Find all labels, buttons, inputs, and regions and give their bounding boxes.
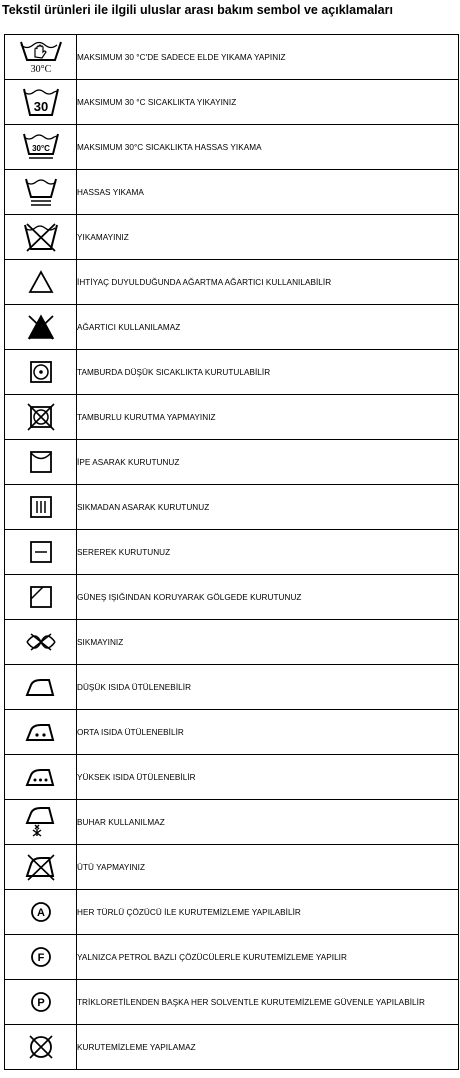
table-row: [5, 80, 459, 125]
solvent-letter: F: [37, 952, 44, 964]
table-row: [5, 395, 459, 440]
tumble-dry-low-icon: [27, 358, 55, 386]
temperature-label: 30: [33, 99, 48, 114]
table-row: [5, 305, 459, 350]
solvent-letter: A: [36, 907, 45, 919]
do-not-wring-icon: [23, 631, 59, 653]
iron-low-icon: [23, 675, 59, 699]
do-not-bleach-icon: [25, 312, 57, 342]
row-description: BUHAR KULLANILMAZ: [77, 800, 459, 845]
row-description: SEREREK KURUTUNUZ: [77, 530, 459, 575]
line-dry-icon: [27, 448, 55, 476]
row-description: MAKSIMUM 30 °C SICAKLIKTA YIKAYINIZ: [77, 80, 459, 125]
row-description: YIKAMAYINIZ: [77, 215, 459, 260]
dry-clean-petroleum-icon: [28, 944, 54, 970]
solvent-letter: P: [36, 997, 45, 1009]
do-not-wash-icon: [22, 221, 60, 253]
row-description: ORTA ISIDA ÜTÜLENEBİLİR: [77, 710, 459, 755]
row-description: MAKSIMUM 30 °C'DE SADECE ELDE YIKAMA YAPINIZ: [77, 35, 459, 80]
dry-clean-perchlor-icon: [28, 989, 54, 1015]
row-description: AĞARTICI KULLANILAMAZ: [77, 305, 459, 350]
row-description: GÜNEŞ IŞIĞINDAN KORUYARAK GÖLGEDE KURUTUNUZ: [77, 575, 459, 620]
table-row: [5, 845, 459, 890]
table-row: [5, 935, 459, 980]
dry-in-shade-icon: [27, 583, 55, 611]
row-description: YALNIZCA PETROL BAZLI ÇÖZÜCÜLERLE KURUTEMİZLEME YAPILIR: [77, 935, 459, 980]
table-row: [5, 800, 459, 845]
temperature-label: 30°C: [30, 64, 51, 75]
delicate-wash-icon: [23, 175, 59, 209]
bleach-allowed-icon: [26, 268, 56, 296]
iron-high-icon: [23, 765, 59, 789]
row-description: MAKSIMUM 30°C SICAKLIKTA HASSAS YIKAMA: [77, 125, 459, 170]
wash-30-icon: [21, 85, 61, 119]
table-row: [5, 620, 459, 665]
row-description: SIKMADAN ASARAK KURUTUNUZ: [77, 485, 459, 530]
iron-medium-icon: [23, 720, 59, 744]
table-row: [5, 980, 459, 1025]
do-not-dry-clean-icon: [26, 1032, 56, 1062]
dry-clean-any-solvent-icon: [28, 899, 54, 925]
drip-dry-icon: [27, 493, 55, 521]
table-row: [5, 260, 459, 305]
row-description: SIKMAYINIZ: [77, 620, 459, 665]
do-not-tumble-dry-icon: [26, 402, 56, 432]
table-row: [5, 755, 459, 800]
row-description: HER TÜRLÜ ÇÖZÜCÜ İLE KURUTEMİZLEME YAPILABİLİR: [77, 890, 459, 935]
row-description: İHTİYAÇ DUYULDUĞUNDA AĞARTMA AĞARTICI KULLANILABİLİR: [77, 260, 459, 305]
row-description: ÜTÜ YAPMAYINIZ: [77, 845, 459, 890]
row-description: DÜŞÜK ISIDA ÜTÜLENEBİLİR: [77, 665, 459, 710]
row-description: KURUTEMİZLEME YAPILAMAZ: [77, 1025, 459, 1070]
gentle-wash-30-icon: [21, 130, 61, 164]
row-description: TRİKLORETİLENDEN BAŞKA HER SOLVENTLE KURUTEMİZLEME GÜVENLE YAPILABİLİR: [77, 980, 459, 1025]
table-row: [5, 35, 459, 80]
row-description: YÜKSEK ISIDA ÜTÜLENEBİLİR: [77, 755, 459, 800]
hand-wash-30-icon: [17, 38, 65, 76]
table-row: [5, 125, 459, 170]
table-row: [5, 575, 459, 620]
no-steam-icon: [23, 805, 59, 839]
row-description: İPE ASARAK KURUTUNUZ: [77, 440, 459, 485]
table-row: [5, 710, 459, 755]
table-row: [5, 665, 459, 710]
row-description: TAMBURLU KURUTMA YAPMAYINIZ: [77, 395, 459, 440]
table-row: [5, 215, 459, 260]
temperature-label: 30°C: [31, 144, 50, 153]
table-row: [5, 440, 459, 485]
do-not-iron-icon: [23, 852, 59, 882]
dry-flat-icon: [27, 538, 55, 566]
table-row: [5, 890, 459, 935]
page-title: Tekstil ürünleri ile ilgili uluslar arası bakım sembol ve açıklamaları: [2, 3, 393, 17]
table-row: [5, 350, 459, 395]
table-row: [5, 170, 459, 215]
row-description: TAMBURDA DÜŞÜK SICAKLIKTA KURUTULABİLİR: [77, 350, 459, 395]
row-description: HASSAS YIKAMA: [77, 170, 459, 215]
table-row: [5, 530, 459, 575]
care-symbols-table: [4, 34, 459, 1070]
table-row: [5, 1025, 459, 1070]
table-row: [5, 485, 459, 530]
